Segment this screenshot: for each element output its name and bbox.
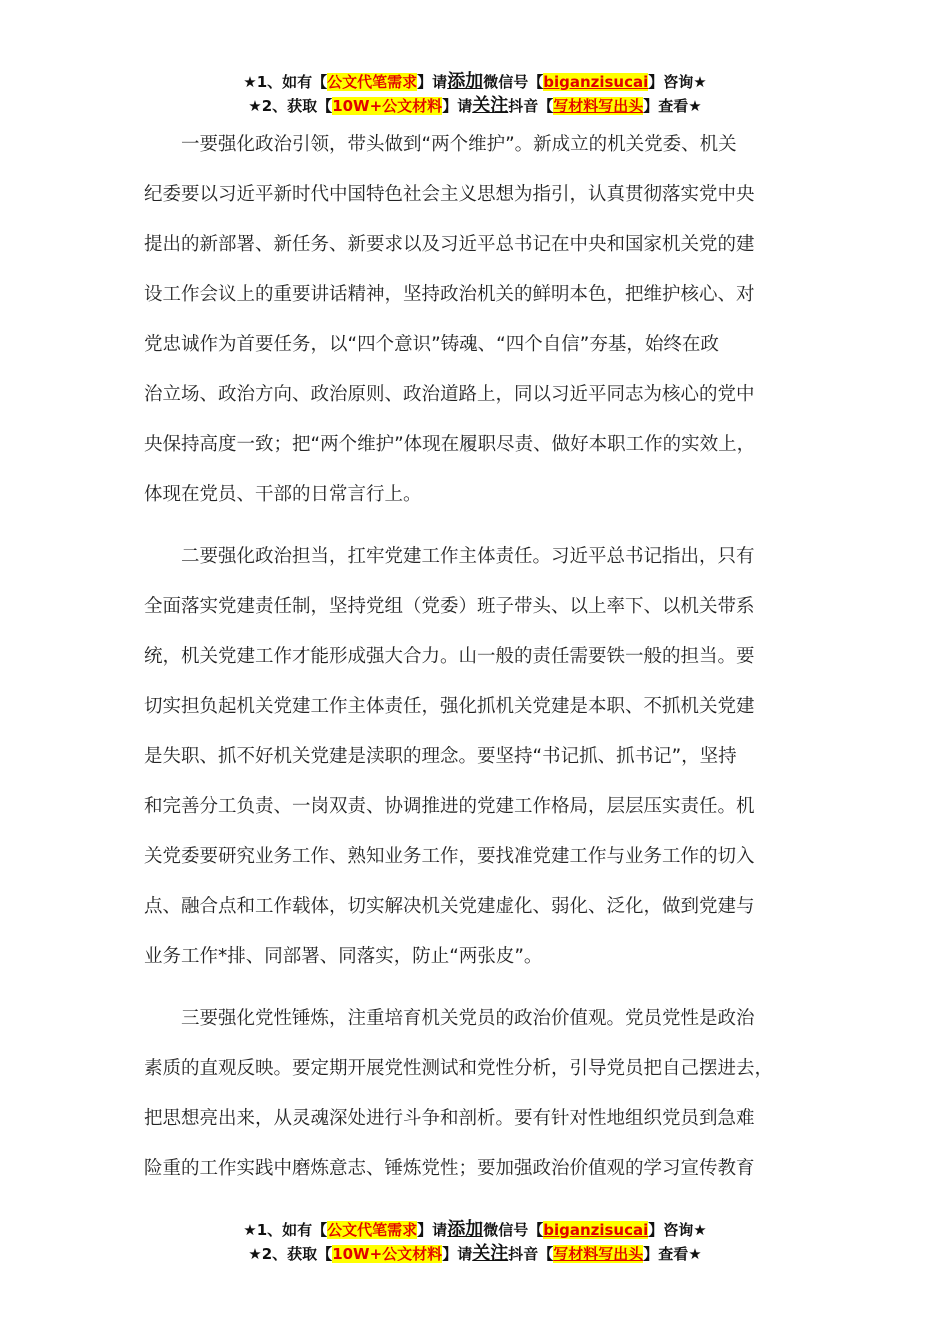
text-line: 一要强化政治引领，带头做到“两个维护”。新成立的机关党委、机关 bbox=[144, 134, 737, 155]
text: 关注 bbox=[472, 95, 509, 116]
text: 】咨询★ bbox=[648, 73, 707, 91]
text: 】请 bbox=[417, 73, 448, 91]
text: 添加 bbox=[447, 71, 484, 92]
text-line: 设工作会议上的重要讲话精神，坚持政治机关的鲜明本色，把维护核心、对 bbox=[144, 284, 755, 305]
text-line: 切实担负起机关党建工作主体责任，强化抓机关党建是本职、不抓机关党建 bbox=[144, 696, 755, 717]
paragraph bbox=[144, 994, 834, 1194]
douyin-id: 写材料写出头 bbox=[553, 97, 644, 115]
text: ★2、获取【 bbox=[248, 97, 333, 115]
text-line: 纪委要以习近平新时代中国特色社会主义思想为指引，认真贯彻落实党中央 bbox=[144, 184, 755, 205]
text-line: 党忠诚作为首要任务，以“四个意识”铸魂、“四个自信”夯基，始终在政 bbox=[144, 334, 719, 355]
highlight: 公文代笔需求 bbox=[327, 73, 418, 91]
text-line: 三要强化党性锤炼，注重培育机关党员的政治价值观。党员党性是政治 bbox=[144, 1008, 755, 1029]
text: 微信号【 bbox=[483, 1221, 544, 1239]
banner-line-2 bbox=[0, 1242, 950, 1266]
text: 】请 bbox=[442, 97, 473, 115]
highlight: 10W+公文材料 bbox=[332, 1245, 443, 1263]
wechat-id: biganzisucai bbox=[543, 1221, 649, 1239]
text: 】咨询★ bbox=[648, 1221, 707, 1239]
highlight: 公文代笔需求 bbox=[327, 1221, 418, 1239]
text: 关注 bbox=[472, 1243, 509, 1264]
text-line: 提出的新部署、新任务、新要求以及习近平总书记在中央和国家机关党的建 bbox=[144, 234, 755, 255]
text: 】查看★ bbox=[643, 1245, 702, 1263]
wechat-id: biganzisucai bbox=[543, 73, 649, 91]
text-line: 把思想亮出来，从灵魂深处进行斗争和剖析。要有针对性地组织党员到急难 bbox=[144, 1108, 755, 1129]
highlight: 10W+公文材料 bbox=[332, 97, 443, 115]
text: 】查看★ bbox=[643, 97, 702, 115]
text: ★2、获取【 bbox=[248, 1245, 333, 1263]
text: 】请 bbox=[442, 1245, 473, 1263]
text: 抖音【 bbox=[508, 1245, 554, 1263]
paragraph bbox=[144, 532, 834, 982]
text-line: 央保持高度一致；把“两个维护”体现在履职尽责、做好本职工作的实效上， bbox=[144, 434, 756, 455]
text-line: 险重的工作实践中磨炼意志、锤炼党性；要加强政治价值观的学习宣传教育 bbox=[144, 1158, 755, 1179]
text-line: 是失职、抓不好机关党建是渎职的理念。要坚持“书记抓、抓书记”，坚持 bbox=[144, 746, 737, 767]
document-body bbox=[144, 120, 834, 1206]
text-line: 全面落实党建责任制，坚持党组（党委）班子带头、以上率下、以机关带系 bbox=[144, 596, 755, 617]
text-line: 体现在党员、干部的日常言行上。 bbox=[144, 484, 422, 505]
header-banner bbox=[0, 70, 950, 118]
banner-line-2 bbox=[0, 94, 950, 118]
text-line: 素质的直观反映。要定期开展党性测试和党性分析，引导党员把自己摆进去， bbox=[144, 1058, 774, 1079]
text: 】请 bbox=[417, 1221, 448, 1239]
text: 添加 bbox=[447, 1219, 484, 1240]
banner-line-1 bbox=[0, 70, 950, 94]
text: ★1、如有【 bbox=[243, 1221, 328, 1239]
paragraph bbox=[144, 120, 834, 520]
text-line: 治立场、政治方向、政治原则、政治道路上，同以习近平同志为核心的党中 bbox=[144, 384, 755, 405]
text-line: 统，机关党建工作才能形成强大合力。山一般的责任需要铁一般的担当。要 bbox=[144, 646, 755, 667]
text-line: 业务工作*排、同部署、同落实，防止“两张皮”。 bbox=[144, 946, 543, 967]
text-line: 点、融合点和工作载体，切实解决机关党建虚化、弱化、泛化，做到党建与 bbox=[144, 896, 755, 917]
text: 微信号【 bbox=[483, 73, 544, 91]
text-line: 关党委要研究业务工作、熟知业务工作，要找准党建工作与业务工作的切入 bbox=[144, 846, 755, 867]
text: ★1、如有【 bbox=[243, 73, 328, 91]
text-line: 二要强化政治担当，扛牢党建工作主体责任。习近平总书记指出，只有 bbox=[144, 546, 755, 567]
text-line: 和完善分工负责、一岗双责、协调推进的党建工作格局，层层压实责任。机 bbox=[144, 796, 755, 817]
douyin-id: 写材料写出头 bbox=[553, 1245, 644, 1263]
banner-line-1 bbox=[0, 1218, 950, 1242]
text: 抖音【 bbox=[508, 97, 554, 115]
footer-banner bbox=[0, 1218, 950, 1266]
